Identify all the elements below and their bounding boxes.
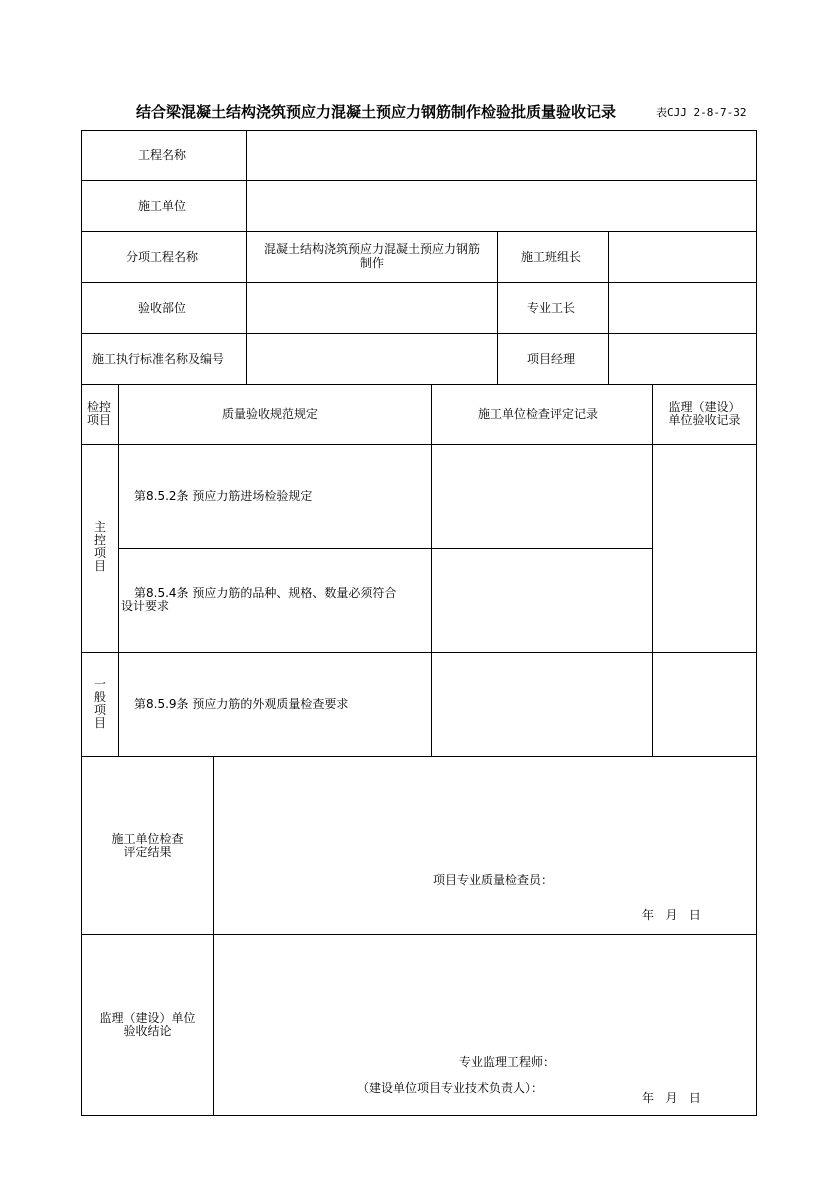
supervisor-date: 年 月 日 (642, 1091, 701, 1105)
row-divider (81, 444, 757, 445)
table-border-bottom (81, 1115, 757, 1116)
sub-project-value-line1: 混凝土结构浇筑预应力混凝土预应力钢筋 (263, 242, 480, 256)
table-border-top (81, 130, 757, 131)
owner-rep-label: （建设单位项目专业技术负责人）： (357, 1081, 544, 1095)
contractor-conclusion-label-line2: 评定结果 (123, 845, 172, 859)
main-item-2-line1: 第8.5.4条 预应力筋的品种、规格、数量必须符合 (134, 586, 397, 600)
spec-header: 质量验收规范规定 (222, 407, 319, 421)
col-divider (652, 384, 653, 756)
contractor-date: 年 月 日 (642, 908, 701, 922)
row-divider (81, 652, 757, 653)
supervisor-conclusion-label-line2: 验收结论 (123, 1024, 172, 1038)
row-divider (81, 231, 757, 232)
project-name-label: 工程名称 (138, 148, 187, 162)
main-control-label: 主控项目 (93, 520, 106, 573)
row-divider (81, 333, 757, 334)
row-divider (81, 384, 757, 385)
row-divider (81, 756, 757, 757)
team-leader-label: 施工班组长 (521, 250, 582, 264)
project-manager-label: 项目经理 (527, 352, 576, 366)
contractor-conclusion-label-line1: 施工单位检查 (111, 832, 184, 846)
contractor-record-header: 施工单位检查评定记录 (478, 407, 599, 421)
standard-label: 施工执行标准名称及编号 (92, 352, 225, 366)
col-divider (608, 231, 609, 384)
form-code: 表CJJ 2-8-7-32 (656, 106, 747, 119)
general-item-1: 第8.5.9条 预应力筋的外观质量检查要求 (134, 697, 349, 711)
row-divider (81, 282, 757, 283)
main-item-2-line2: 设计要求 (121, 599, 170, 613)
supervising-engineer-label: 专业监理工程师： (459, 1055, 556, 1069)
col-divider (497, 231, 498, 384)
check-item-header: 检控项目 (86, 400, 111, 427)
sub-project-label: 分项工程名称 (126, 250, 199, 264)
general-label: 一般项目 (93, 677, 106, 730)
col-divider (118, 384, 119, 756)
foreman-label: 专业工长 (527, 301, 576, 315)
supervisor-record-header-line2: 单位验收记录 (668, 413, 741, 427)
supervisor-conclusion-label-line1: 监理（建设）单位 (99, 1011, 196, 1025)
row-divider (81, 180, 757, 181)
table-border-left (81, 130, 82, 1116)
supervisor-record-header-line1: 监理（建设） (668, 400, 741, 414)
contractor-label: 施工单位 (138, 199, 187, 213)
col-divider (213, 756, 214, 1116)
row-divider (118, 548, 653, 549)
quality-inspector-label: 项目专业质量检查员： (433, 873, 554, 887)
table-border-right (756, 130, 757, 1116)
row-divider (81, 934, 757, 935)
main-item-1: 第8.5.2条 预应力筋进场检验规定 (134, 489, 313, 503)
sub-project-value-line2: 制作 (359, 256, 384, 270)
form-title: 结合梁混凝土结构浇筑预应力混凝土预应力钢筋制作检验批质量验收记录 (136, 103, 617, 121)
col-divider (431, 384, 432, 756)
inspection-part-label: 验收部位 (138, 301, 187, 315)
